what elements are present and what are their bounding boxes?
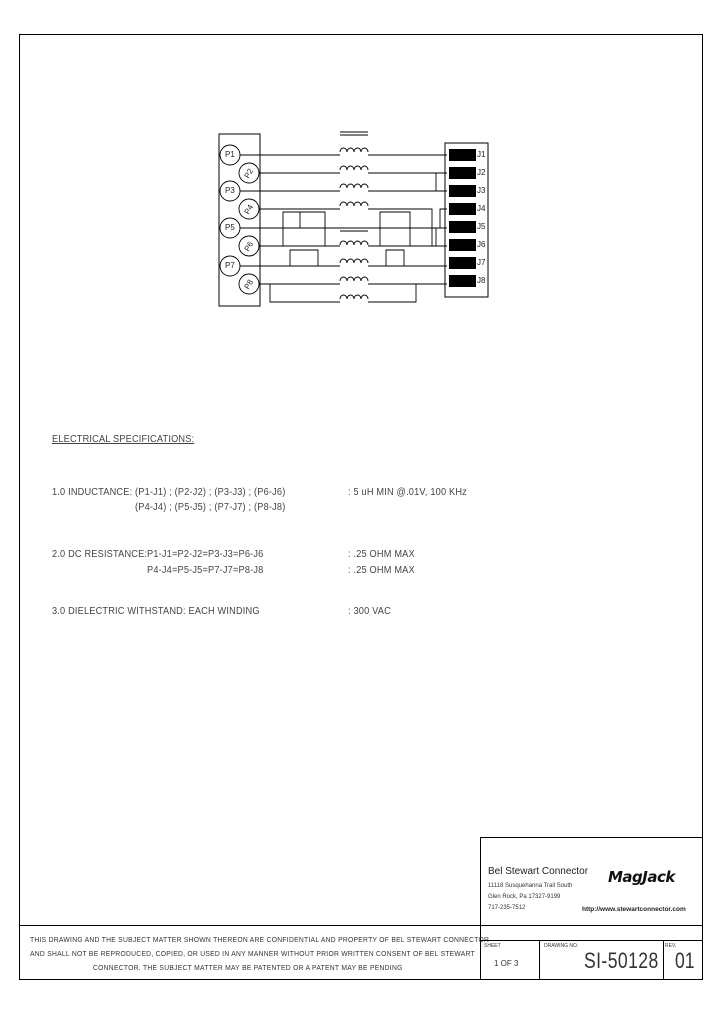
dielectric-value: : 300 VAC <box>348 606 391 617</box>
contact-j4 <box>449 203 476 215</box>
resistance-value1: : .25 OHM MAX <box>348 549 415 560</box>
sheet-label: SHEET <box>484 943 501 949</box>
inductance-label: 1.0 INDUCTANCE: <box>52 487 133 498</box>
resistance-pairs-line1: P1-J1=P2-J2=P3-J3=P6-J6 <box>147 549 264 560</box>
address-line2: Glen Rock, Pa 17327-9199 <box>488 894 561 900</box>
pin-label-p8: P8 <box>242 278 256 291</box>
transformer-cores <box>340 132 368 231</box>
pin-label-p2: P2 <box>242 167 256 180</box>
inductance-pairs-line1: (P1-J1) ; (P2-J2) ; (P3-J3) ; (P6-J6) <box>135 487 286 498</box>
confidential-notice-line3: CONNECTOR. THE SUBJECT MATTER MAY BE PATENTED OR A PATENT MAY BE PENDING <box>93 963 403 972</box>
drawing-no-label: DRAWING NO. <box>544 943 579 949</box>
address-line3: 717-235-7512 <box>488 905 526 911</box>
magjack-logo: MagJack <box>608 868 675 886</box>
jack-label-j1: J1 <box>477 150 486 159</box>
jack-label-j4: J4 <box>477 204 486 213</box>
pin-label-p5: P5 <box>225 223 235 232</box>
contact-j8 <box>449 275 476 287</box>
jack-body <box>445 143 488 297</box>
transformer-coils <box>340 148 368 299</box>
pin-circles <box>220 145 259 294</box>
revision-value: 01 <box>675 948 695 973</box>
contact-j6 <box>449 239 476 251</box>
address-line1: 11118 Susquehanna Trail South <box>488 883 573 889</box>
contact-j2 <box>449 167 476 179</box>
contact-j3 <box>449 185 476 197</box>
jack-label-j2: J2 <box>477 168 486 177</box>
sheet-value: 1 OF 3 <box>494 959 519 968</box>
confidential-notice-line1: THIS DRAWING AND THE SUBJECT MATTER SHOWN THEREON ARE CONFIDENTIAL AND PROPERTY OF BEL STEWART CONNECTOR <box>30 935 490 944</box>
pin-label-p7: P7 <box>225 261 235 270</box>
jack-label-j3: J3 <box>477 186 486 195</box>
jack-label-j5: J5 <box>477 222 486 231</box>
jack-label-j6: J6 <box>477 240 486 249</box>
contact-j5 <box>449 221 476 233</box>
resistance-value2: : .25 OHM MAX <box>348 565 415 576</box>
jack-contacts <box>449 149 476 287</box>
confidential-notice-line2: AND SHALL NOT BE REPRODUCED, COPIED, OR USED IN ANY MANNER WITHOUT PRIOR WRITTEN CONSENT OF BEL STEWART <box>30 949 475 958</box>
pin-label-p4: P4 <box>242 203 256 216</box>
pin-label-p6: P6 <box>242 240 256 253</box>
specs-title: ELECTRICAL SPECIFICATIONS: <box>52 434 195 445</box>
pin-label-p1: P1 <box>225 150 235 159</box>
contact-j7 <box>449 257 476 269</box>
company-name: Bel Stewart Connector <box>488 866 589 877</box>
jack-label-j8: J8 <box>477 276 486 285</box>
drawing-number: SI-50128 <box>584 948 659 973</box>
rev-label: REV. <box>665 943 677 949</box>
company-url: http://www.stewartconnector.com <box>582 906 686 913</box>
pin-label-p3: P3 <box>225 186 235 195</box>
dielectric-label: 3.0 DIELECTRIC WITHSTAND: EACH WINDING <box>52 606 260 617</box>
inductance-pairs-line2: (P4-J4) ; (P5-J5) ; (P7-J7) ; (P8-J8) <box>135 502 286 513</box>
title-block-divider <box>480 940 703 941</box>
resistance-label: 2.0 DC RESISTANCE: <box>52 549 148 560</box>
jack-label-j7: J7 <box>477 258 486 267</box>
contact-j1 <box>449 149 476 161</box>
inductance-value: : 5 uH MIN @.01V, 100 KHz <box>348 487 467 498</box>
resistance-pairs-line2: P4-J4=P5-J5=P7-J7=P8-J8 <box>147 565 264 576</box>
